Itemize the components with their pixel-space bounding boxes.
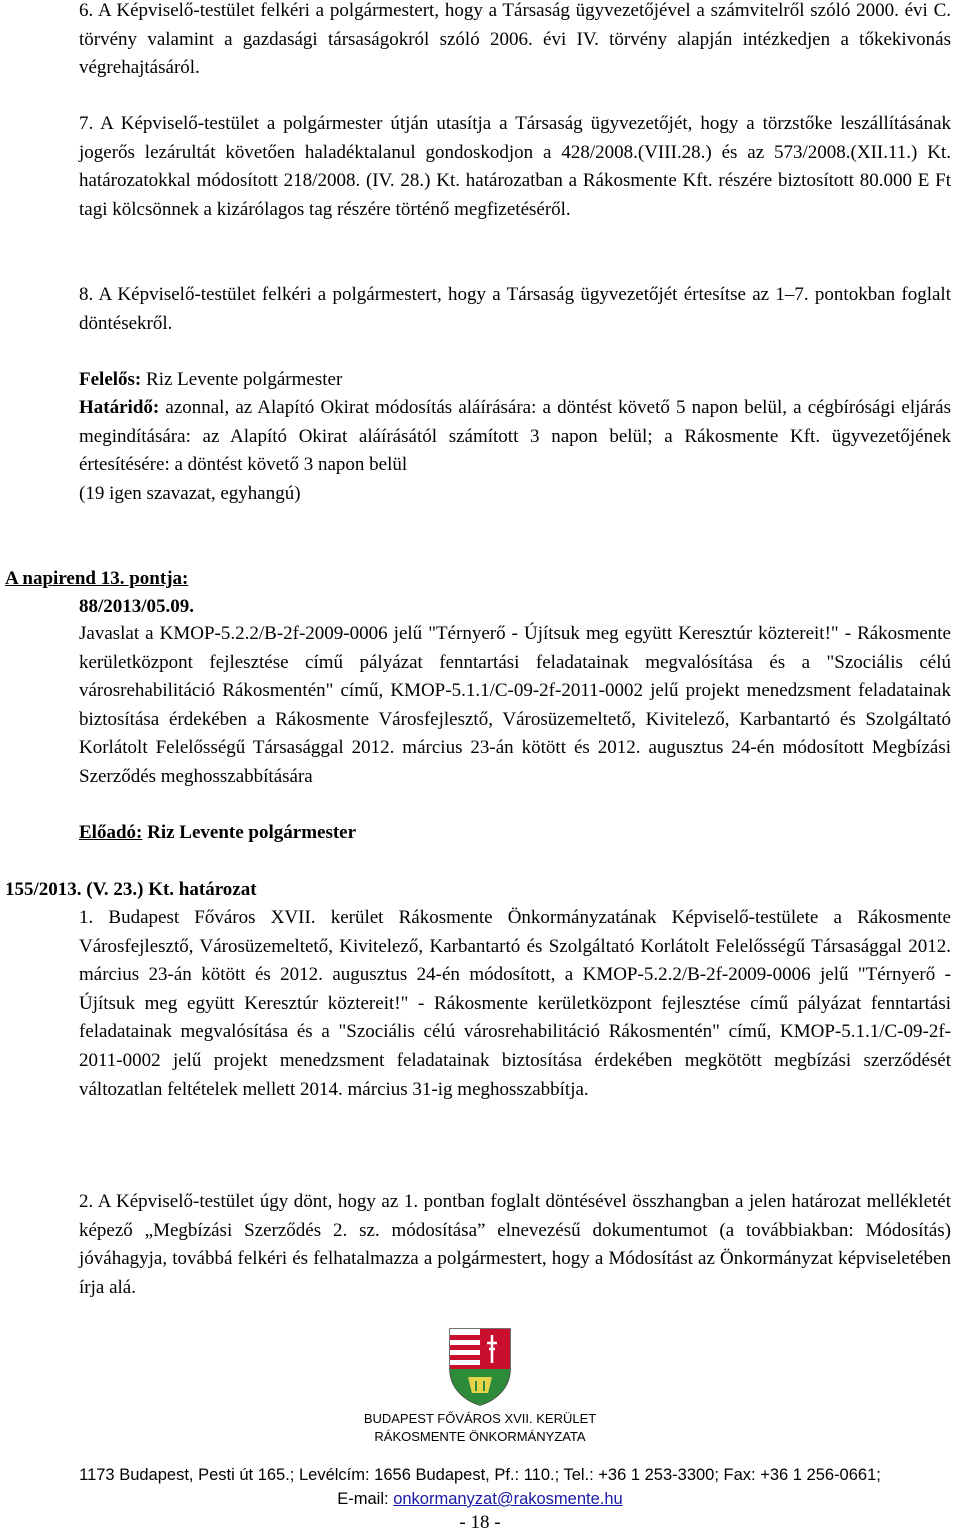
institution-name-line1: BUDAPEST FŐVÁROS XVII. KERÜLET [363, 1411, 597, 1426]
responsible-label: Felelős: [79, 369, 142, 390]
footer-email-label: E-mail: [337, 1490, 394, 1508]
footer-email-link[interactable]: onkormanyzat@rakosmente.hu [393, 1490, 623, 1508]
agenda-reference: 88/2013/05.09. [79, 596, 195, 617]
institution-name-line2: RÁKOSMENTE ÖNKORMÁNYZATA [374, 1429, 586, 1444]
paragraph-8: 8. A Képviselő-testület felkéri a polgármestert, hogy a Társaság ügyvezetőjét értesítse az 1–7. pontokban foglalt döntésekről. [79, 284, 951, 334]
resolution-title: 155/2013. (V. 23.) Kt. határozat [5, 879, 257, 900]
paragraph-7: 7. A Képviselő-testület a polgármester útján utasítja a Társaság ügyvezetőjét, hogy a törzstőke leszállításának jogerős lezárultát követően haladéktalanul gondoskodjon a 428/2008.(VIII.28.) és az 573/2008.(XII.11.) Kt. határozatokkal módosított 218/2008. (IV. 28.) Kt. határozatban a Rákosmente Kft. részére biztosított 80.000 E Ft tagi kölcsönnek a kizárólagos tag részére történő megfizetéséről. [79, 113, 951, 220]
resolution-point-2: 2. A Képviselő-testület úgy dönt, hogy az 1. pontban foglalt döntésével összhangban a jelen határozat mellékletét képező „Megbízási Szerződés 2. sz. módosítása” elnevezésű dokumentumot (a továbbiakban: Módosítás) jóváhagyja, továbbá felkéri és felhatalmazza a polgármestert, hogy a Módosítást az Önkormányzat képviseletében írja alá. [79, 1191, 951, 1298]
deadline-label: Határidő: [79, 397, 160, 418]
vote-result: (19 igen szavazat, egyhangú) [79, 483, 301, 504]
presenter-value: Riz Levente polgármester [142, 822, 357, 843]
footer-email-line [0, 1487, 960, 1511]
footer-address: 1173 Budapest, Pesti út 165.; Levélcím: 1656 Budapest, Pf.: 110.; Tel.: +36 1 253-3300; Fax: +36 1 256-0661; [79, 1466, 881, 1484]
paragraph-6: 6. A Képviselő-testület felkéri a polgármestert, hogy a Társaság ügyvezetőjével a számvitelről szóló 2000. évi C. törvény valamint a gazdasági társaságokról szóló 2006. évi IV. törvény alapján intézkedjen a tőkekivonás végrehajtásáról. [79, 0, 951, 79]
agenda-heading: A napirend 13. pontja: [5, 568, 189, 589]
deadline-line [79, 394, 951, 480]
coat-of-arms-icon [446, 1325, 514, 1407]
responsible-line [79, 366, 951, 395]
deadline-value: azonnal, az Alapító Okirat módosítás aláírására: a döntést követő 5 napon belül, a cégbírósági eljárás megindítására: az Alapító Okirat aláírásától számított 3 napon belül; a Rákosmente Kft. ügyvezetőjének értesítésére: a döntést követő 3 napon belül [79, 397, 951, 476]
presenter-line [79, 819, 356, 848]
page-number: - 18 - [459, 1512, 501, 1533]
resolution-point-1: 1. Budapest Főváros XVII. kerület Rákosmente Önkormányzatának Képviselő-testülete a Rákosmente Városfejlesztő, Városüzemeltető, Kivitelező, Karbantartó és Szolgáltató Korlátolt Felelősségű Társasággal 2012. március 23-án kötött és 2012. augusztus 24-én módosított, a KMOP-5.2.2/B-2f-2009-0006 jelű "Térnyerő - Újítsuk meg együtt Keresztúr köztereit!" - Rákosmente kerületközpont fejlesztése című pályázat fenntartási feladatainak megvalósítása és a "Szociális célú városrehabilitáció Rákosmentén" című, KMOP-5.1.1/C-09-2f-2011-0002 jelű projekt menedzsment feladatainak biztosítása érdekében megkötött megbízási szerződését változatlan feltételek mellett 2014. március 31-ig meghosszabbítja. [79, 907, 951, 1100]
agenda-proposal: Javaslat a KMOP-5.2.2/B-2f-2009-0006 jelű "Térnyerő - Újítsuk meg együtt Keresztúr köztereit!" - Rákosmente kerületközpont fejlesztése című pályázat fenntartási feladatainak megvalósítása és a "Szociális célú városrehabilitáció Rákosmentén" című, KMOP-5.1.1/C-09-2f-2011-0002 jelű projekt menedzsment feladatainak biztosítása érdekében a Rákosmente Városfejlesztő, Városüzemeltető, Kivitelező, Karbantartó és Szolgáltató Korlátolt Felelősségű Társasággal 2012. március 23-án kötött és 2012. augusztus 24-én módosított Megbízási Szerződés meghosszabbítására [79, 623, 951, 787]
presenter-label: Előadó: [79, 822, 143, 843]
responsible-value: Riz Levente polgármester [141, 369, 343, 390]
